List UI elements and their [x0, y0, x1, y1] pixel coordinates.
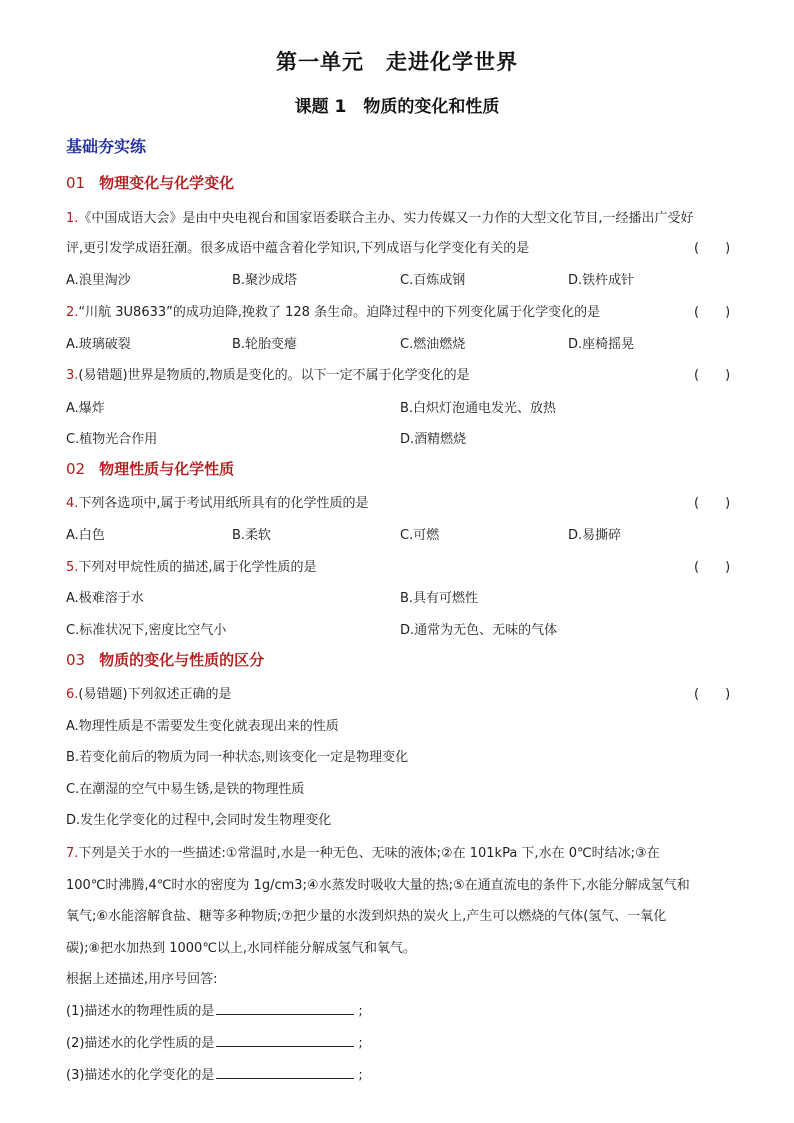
- option-b: B.若变化前后的物质为同一种状态,则该变化一定是物理变化: [66, 750, 409, 765]
- question-text: 《中国成语大会》是由中央电视台和国家语委联合主办、实力传媒又一力作的大型文化节目,一经播出广受好: [78, 211, 694, 226]
- sub-question-tail: ;: [358, 1004, 363, 1019]
- sub-question-label: (1)描述水的物理性质的是: [66, 1004, 215, 1019]
- sub-question-tail: ;: [358, 1068, 363, 1083]
- option-a: A.玻璃破裂: [66, 337, 131, 352]
- section-heading-02: [66, 458, 234, 479]
- option-a: A.浪里淘沙: [66, 273, 131, 288]
- option-b: B.聚沙成塔: [232, 273, 298, 288]
- sub-question-label: (3)描述水的化学变化的是: [66, 1068, 215, 1083]
- option-d: D.发生化学变化的过程中,会同时发生物理变化: [66, 813, 332, 828]
- question-number: 4.: [66, 496, 79, 511]
- question-number: 5.: [66, 560, 79, 575]
- question-1-line-1: [66, 207, 694, 226]
- question-3-line-1: [66, 364, 470, 383]
- option-d: D.座椅摇晃: [568, 337, 635, 352]
- question-text: “川航 3U8633”的成功迫降,挽救了 128 条生命。迫降过程中的下列变化属于化学变化的是: [78, 305, 601, 320]
- section-title: 物理性质与化学性质: [99, 460, 235, 478]
- section-number: 02: [66, 460, 86, 478]
- question-number: 2.: [66, 305, 79, 320]
- question-text: (易错题)下列叙述正确的是: [78, 687, 232, 702]
- question-5-line-1: [66, 556, 317, 575]
- answer-parentheses: ( ): [694, 496, 731, 511]
- answer-parentheses: ( ): [694, 368, 731, 383]
- section-heading-03: [66, 649, 264, 670]
- sub-question-tail: ;: [358, 1036, 363, 1051]
- answer-parentheses: ( ): [694, 687, 731, 702]
- section-number: 01: [66, 174, 86, 192]
- option-c: C.百炼成钢: [400, 273, 466, 288]
- question-7-sub-1: [66, 1000, 363, 1019]
- question-7-line-1: [66, 842, 660, 861]
- option-d: D.通常为无色、无味的气体: [400, 623, 558, 638]
- answer-parentheses: ( ): [694, 305, 731, 320]
- option-c: C.可燃: [400, 528, 440, 543]
- option-c: C.在潮湿的空气中易生锈,是铁的物理性质: [66, 782, 305, 797]
- question-6-line-1: [66, 683, 232, 702]
- question-1-line-2: 评,更引发学成语狂潮。很多成语中蕴含着化学知识,下列成语与化学变化有关的是: [66, 241, 530, 256]
- unit-title: 第一单元 走进化学世界: [276, 49, 518, 74]
- option-d: D.铁杵成针: [568, 273, 635, 288]
- question-text: 下列是关于水的一些描述:①常温时,水是一种无色、无味的液体;②在 101kPa 下,水在 0℃时结冰;③在: [78, 846, 660, 861]
- answer-blank[interactable]: [216, 1034, 354, 1047]
- option-b: B.轮胎变瘪: [232, 337, 298, 352]
- question-text: (易错题)世界是物质的,物质是变化的。以下一定不属于化学变化的是: [78, 368, 470, 383]
- question-7-sub-2: [66, 1032, 363, 1051]
- answer-blank[interactable]: [216, 1002, 354, 1015]
- question-7-line-4: 碳);⑧把水加热到 1000℃以上,水同样能分解成氢气和氧气。: [66, 941, 417, 956]
- question-2-line-1: [66, 301, 600, 320]
- answer-parentheses: ( ): [694, 560, 731, 575]
- lesson-title: 课题 1 物质的变化和性质: [294, 97, 500, 117]
- question-number: 1.: [66, 211, 79, 226]
- option-a: A.爆炸: [66, 401, 105, 416]
- option-c: C.植物光合作用: [66, 432, 158, 447]
- option-a: A.物理性质是不需要发生变化就表现出来的性质: [66, 719, 339, 734]
- question-7-sub-3: [66, 1064, 363, 1083]
- option-c: C.标准状况下,密度比空气小: [66, 623, 227, 638]
- section-number: 03: [66, 651, 86, 669]
- question-number: 6.: [66, 687, 79, 702]
- question-7-prompt: 根据上述描述,用序号回答:: [66, 972, 218, 987]
- option-b: B.具有可燃性: [400, 591, 479, 606]
- section-heading-01: [66, 172, 234, 193]
- option-a: A.白色: [66, 528, 105, 543]
- question-7-line-2: 100℃时沸腾,4℃时水的密度为 1g/cm3;④水蒸发时吸收大量的热;⑤在通直流电的条件下,水能分解成氢气和: [66, 878, 690, 893]
- section-title: 物质的变化与性质的区分: [99, 651, 265, 669]
- question-7-line-3: 氧气;⑥水能溶解食盐、糖等多种物质;⑦把少量的水泼到炽热的炭火上,产生可以燃烧的气体(氢气、一氧化: [66, 909, 667, 924]
- option-a: A.极难溶于水: [66, 591, 144, 606]
- practice-heading: 基础夯实练: [66, 137, 147, 156]
- answer-blank[interactable]: [216, 1066, 354, 1079]
- option-d: D.酒精燃烧: [400, 432, 467, 447]
- option-d: D.易撕碎: [568, 528, 622, 543]
- question-number: 7.: [66, 846, 79, 861]
- question-4-line-1: [66, 492, 369, 511]
- option-b: B.白炽灯泡通电发光、放热: [400, 401, 557, 416]
- option-b: B.柔软: [232, 528, 272, 543]
- sub-question-label: (2)描述水的化学性质的是: [66, 1036, 215, 1051]
- answer-parentheses: ( ): [694, 241, 731, 256]
- question-number: 3.: [66, 368, 79, 383]
- section-title: 物理变化与化学变化: [99, 174, 235, 192]
- option-c: C.燃油燃烧: [400, 337, 466, 352]
- question-text: 下列各选项中,属于考试用纸所具有的化学性质的是: [78, 496, 369, 511]
- question-text: 下列对甲烷性质的描述,属于化学性质的是: [78, 560, 317, 575]
